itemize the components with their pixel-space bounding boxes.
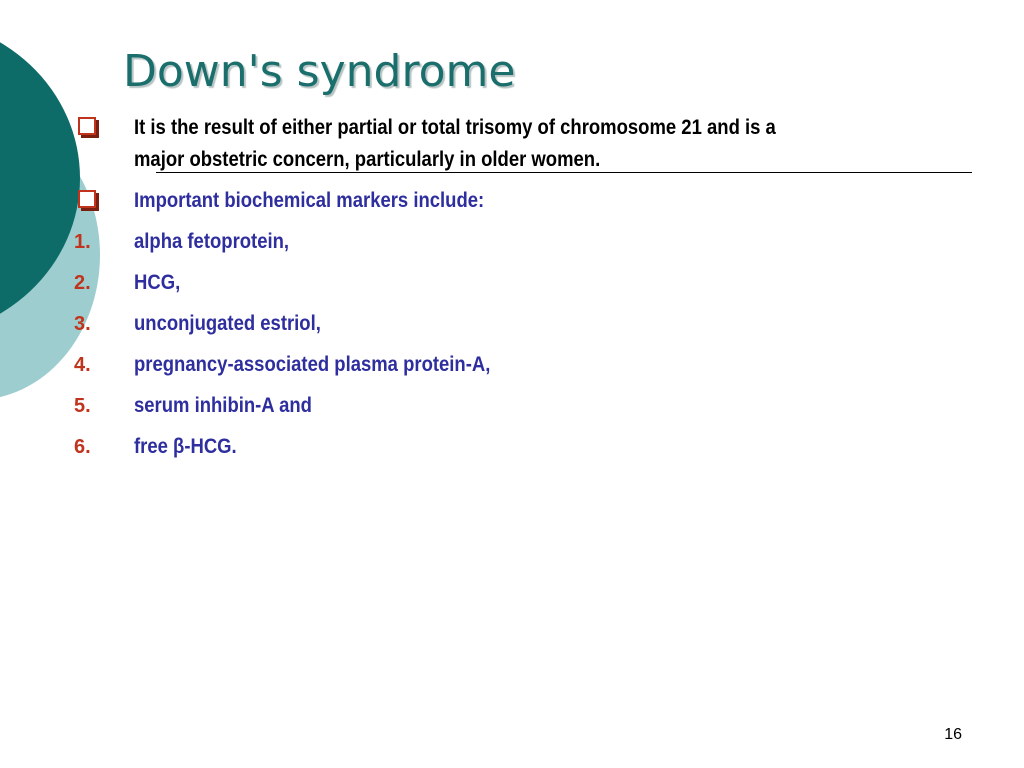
page-number: 16 — [944, 726, 962, 743]
list-item-text: free β-HCG. — [134, 435, 237, 458]
list-item-text: serum inhibin-A and — [134, 394, 312, 417]
list-number: 4. — [74, 354, 91, 376]
list-number: 5. — [74, 395, 91, 417]
checkbox-bullet-icon — [78, 190, 96, 208]
bullet-text-line-1: It is the result of either partial or total trisomy of chromosome 21 and is a — [134, 116, 776, 139]
slide-title: Down's syndrome — [123, 46, 516, 97]
bullet-text-line-2: major obstetric concern, particularly in older women. — [134, 148, 601, 171]
list-item-text: pregnancy-associated plasma protein-A, — [134, 353, 491, 376]
checkbox-bullet-icon — [78, 117, 96, 135]
list-number: 6. — [74, 436, 91, 458]
list-number: 3. — [74, 313, 91, 335]
list-item-text: HCG, — [134, 271, 181, 294]
list-item-text: unconjugated estriol, — [134, 312, 321, 335]
list-number: 1. — [74, 231, 91, 253]
text-underline — [156, 172, 972, 173]
list-item-text: alpha fetoprotein, — [134, 230, 290, 253]
bullet-text-heading: Important biochemical markers include: — [134, 189, 485, 212]
list-number: 2. — [74, 272, 91, 294]
